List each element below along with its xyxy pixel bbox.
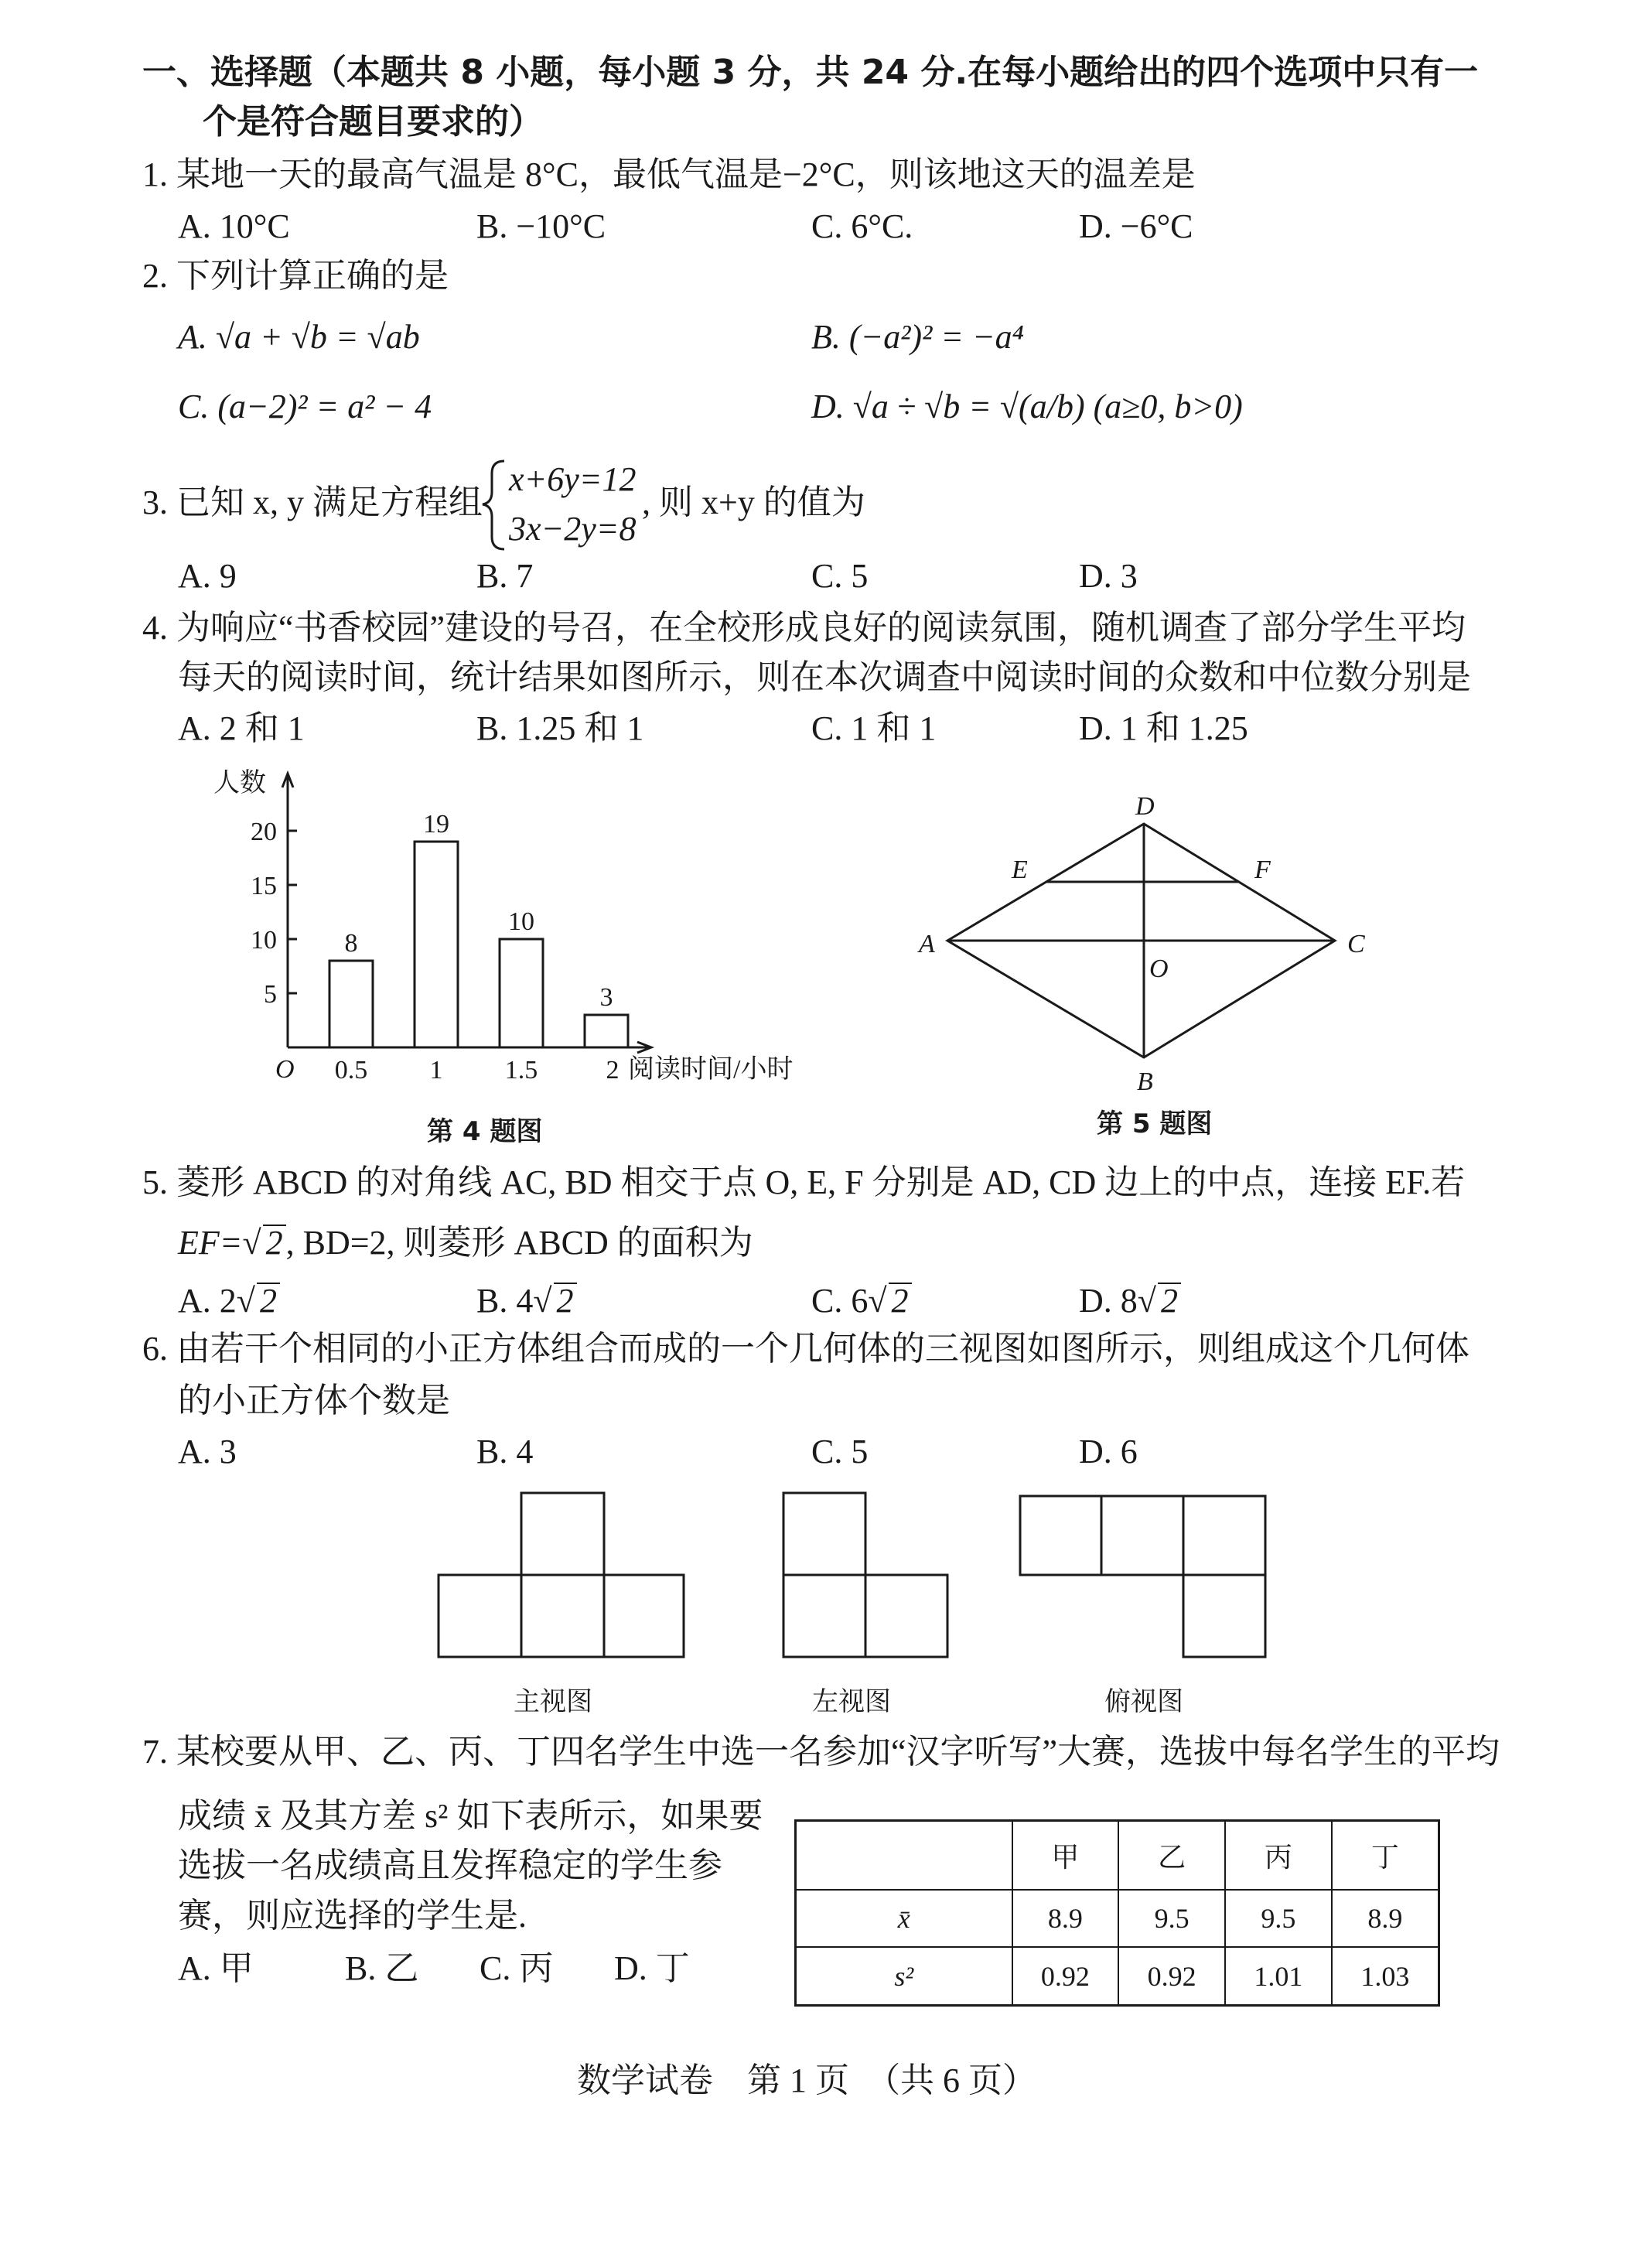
bar-data-label: 8 [344, 929, 358, 958]
front-view [439, 1493, 684, 1657]
q6-line2: 的小正方体个数是 [178, 1382, 450, 1419]
q1-option-d: D. −6°C [1079, 207, 1193, 245]
q5-option-c-radicand: 2 [889, 1283, 912, 1318]
table-cell: 9.5 [1225, 1890, 1332, 1947]
y-tick-label: 20 [251, 818, 277, 846]
q3-eq1: x+6y=12 [509, 460, 637, 498]
point-b: B [1137, 1067, 1153, 1096]
table-cell: 1.01 [1225, 1947, 1332, 2005]
point-e: E [1012, 856, 1028, 884]
q4-option-a: A. 2 和 1 [178, 709, 305, 747]
chart-origin: O [275, 1055, 295, 1084]
sqrt-icon: √ [236, 1282, 255, 1320]
left-view-label: 左视图 [812, 1688, 891, 1716]
bar-data-label: 10 [508, 907, 534, 936]
table-cell: 甲 [1012, 1821, 1119, 1891]
point-c: C [1347, 930, 1365, 958]
bar-data-label: 3 [599, 983, 613, 1012]
q6-option-b: B. 4 [476, 1433, 534, 1470]
table-cell: 9.5 [1118, 1890, 1225, 1947]
q5-line2-b: , BD=2, 则菱形 ABCD 的面积为 [285, 1224, 753, 1262]
q1-option-c: C. 6°C. [811, 207, 913, 245]
q5-option-a-label: A. 2 [178, 1282, 237, 1320]
table-row [796, 1947, 1439, 2005]
q7-option-a: A. 甲 [178, 1949, 254, 1987]
q5-option-d-radicand: 2 [1158, 1283, 1181, 1318]
left-view [783, 1493, 947, 1657]
table-cell: 丙 [1225, 1821, 1332, 1891]
q4-figure-caption: 第 4 题图 [427, 1116, 543, 1147]
q3-stem-prefix: 3. 已知 x, y 满足方程组 [142, 483, 483, 521]
bar-data-label: 19 [423, 810, 449, 839]
q4-line1: 4. 为响应“书香校园”建设的号召，在全校形成良好的阅读氛围，随机调查了部分学生平均 [142, 609, 1466, 647]
sqrt-icon: √ [1137, 1282, 1156, 1320]
q2-option-d: D. √a ÷ √b = √(a/b) (a≥0, b>0) [811, 388, 1243, 425]
q6-line1: 6. 由若干个相同的小正方体组合而成的一个几何体的三视图如图所示，则组成这个几何体 [142, 1330, 1469, 1368]
q1-stem: 1. 某地一天的最高气温是 8°C，最低气温是−2°C，则该地这天的温差是 [142, 155, 1196, 193]
x-tick-label: 1 [429, 1056, 443, 1085]
point-f: F [1254, 856, 1271, 884]
table-cell: 8.9 [1332, 1890, 1439, 1947]
top-view [1020, 1496, 1265, 1657]
sqrt-icon: √ [242, 1224, 261, 1262]
q7-line1: 7. 某校要从甲、乙、丙、丁四名学生中选一名参加“汉字听写”大赛，选拔中每名学生的平均 [142, 1733, 1500, 1771]
table-cell: 8.9 [1012, 1890, 1119, 1947]
y-tick-label: 10 [251, 926, 277, 955]
table-cell: 1.03 [1332, 1947, 1439, 2005]
q3-option-d: D. 3 [1079, 557, 1138, 595]
table-cell [796, 1821, 1012, 1891]
q7-line2: 成绩 x̄ 及其方差 s² 如下表所示，如果要 [178, 1797, 763, 1835]
point-a: A [919, 930, 935, 958]
q7-option-c: C. 丙 [480, 1949, 554, 1987]
q1-option-b: B. −10°C [476, 207, 606, 245]
table-cell: x̄ [796, 1890, 1012, 1947]
q5-option-a-radicand: 2 [257, 1283, 280, 1318]
q1-option-a: A. 10°C [178, 207, 290, 245]
chart-xlabel: 阅读时间/小时 [628, 1055, 794, 1084]
x-tick-label: 2 [606, 1056, 620, 1085]
q5-option-b-label: B. 4 [476, 1282, 534, 1320]
q3-option-a: A. 9 [178, 557, 237, 595]
table-cell: 0.92 [1118, 1947, 1225, 2005]
q3-eq2: 3x−2y=8 [509, 510, 637, 548]
q7-stats-table [794, 1819, 1440, 2007]
q7-line4: 赛，则应选择的学生是. [178, 1897, 527, 1935]
q5-line2-radicand: 2 [263, 1225, 286, 1260]
point-o: O [1149, 955, 1169, 983]
q2-option-c: C. (a−2)² = a² − 4 [178, 388, 432, 425]
table-cell: 丁 [1332, 1821, 1439, 1891]
q5-figure-caption: 第 5 题图 [1097, 1108, 1213, 1139]
page-footer: 数学试卷 第 1 页 （共 6 页） [577, 2061, 1036, 2099]
q5-option-d-label: D. 8 [1079, 1282, 1138, 1320]
sqrt-icon: √ [533, 1282, 552, 1320]
section-heading-line2: 个是符合题目要求的） [203, 102, 543, 142]
table-cell: 0.92 [1012, 1947, 1119, 2005]
q5-line1: 5. 菱形 ABCD 的对角线 AC, BD 相交于点 O, E, F 分别是 AD, CD 边上的中点，连接 EF.若 [142, 1163, 1466, 1201]
chart-ylabel: 人数 [213, 769, 266, 798]
table-header-row [796, 1821, 1439, 1891]
q3-option-c: C. 5 [811, 557, 869, 595]
q7-line3: 选拔一名成绩高且发挥稳定的学生参 [178, 1846, 722, 1884]
q5-line2-a: EF= [178, 1224, 243, 1262]
point-d: D [1135, 792, 1155, 821]
q7-option-d: D. 丁 [614, 1949, 690, 1987]
q3-stem-suffix: , 则 x+y 的值为 [642, 483, 865, 521]
q4-line2: 每天的阅读时间，统计结果如图所示，则在本次调查中阅读时间的众数和中位数分别是 [178, 658, 1471, 696]
table-row [796, 1890, 1439, 1947]
q6-option-d: D. 6 [1079, 1433, 1138, 1470]
table-cell: 乙 [1118, 1821, 1225, 1891]
q5-option-b-radicand: 2 [554, 1283, 577, 1318]
x-tick-label: 0.5 [334, 1056, 368, 1085]
q2-stem: 2. 下列计算正确的是 [142, 257, 449, 295]
q4-option-b: B. 1.25 和 1 [476, 709, 644, 747]
sqrt-icon: √ [868, 1282, 887, 1320]
q4-option-d: D. 1 和 1.25 [1079, 709, 1248, 747]
q7-option-b: B. 乙 [345, 1949, 419, 1987]
q2-option-a: A. √a + √b = √ab [178, 318, 420, 356]
y-tick-label: 5 [264, 980, 277, 1009]
y-tick-label: 15 [251, 872, 277, 900]
q5-option-c-label: C. 6 [811, 1282, 869, 1320]
q6-option-a: A. 3 [178, 1433, 237, 1470]
q3-option-b: B. 7 [476, 557, 534, 595]
q4-option-c: C. 1 和 1 [811, 709, 937, 747]
q2-option-b: B. (−a²)² = −a⁴ [811, 318, 1024, 356]
x-tick-label: 1.5 [504, 1056, 538, 1085]
front-view-label: 主视图 [514, 1688, 592, 1716]
top-view-label: 俯视图 [1104, 1688, 1183, 1716]
q6-option-c: C. 5 [811, 1433, 869, 1470]
table-cell: s² [796, 1947, 1012, 2005]
section-heading-line1: 一、选择题（本题共 8 小题，每小题 3 分，共 24 分.在每小题给出的四个选项中只有一 [142, 53, 1479, 92]
